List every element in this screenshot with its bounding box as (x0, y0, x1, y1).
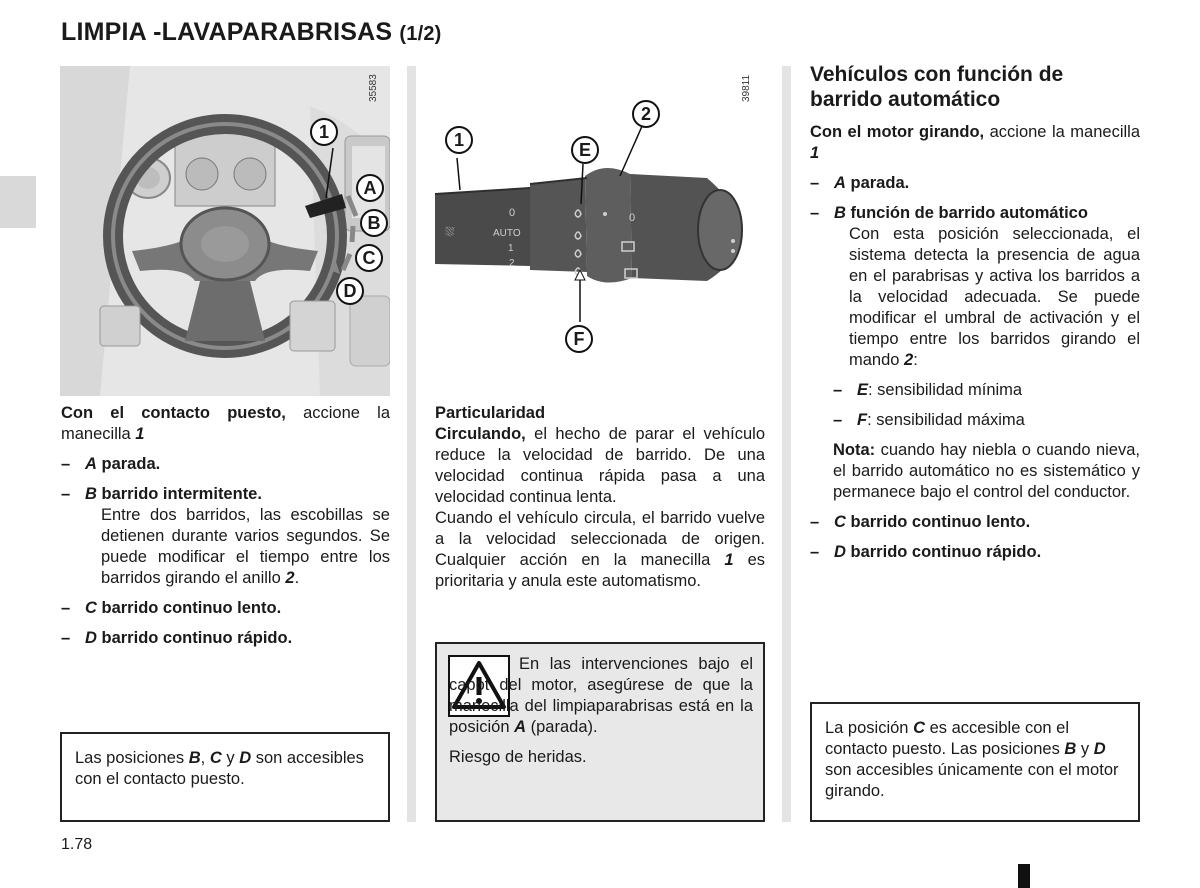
col3-heading: Vehículos con función de barrido automático (810, 63, 1064, 111)
wiper-lever-illustration (435, 66, 765, 366)
lever-label-0a: 0 (509, 207, 516, 219)
figure-steering-wheel (60, 66, 390, 396)
col1-intro-bold: Con el contacto puesto, (61, 404, 286, 422)
callout-c: C (355, 244, 383, 272)
page-number: 1.78 (61, 836, 93, 853)
col3-sub-f: – F: sensibilidad máxima (833, 411, 1025, 429)
col1-item-b-detail: Entre dos barridos, las escobillas se detienen durante varios segundos. Se puede modificar el tiempo entre los barridos girando el anillo 2. (101, 506, 390, 587)
col2-paragraph-1: Circulando, el hecho de parar el vehículo reduce la velocidad de barrido. De una velocidad continua rápida pasa a una velocidad continua lenta. (435, 425, 765, 506)
column-separator-1 (407, 66, 416, 822)
section-tab (0, 176, 36, 228)
col3-intro: Con el motor girando, accione la manecilla 1 (810, 123, 1140, 162)
col1-item-a: – A parada. (61, 455, 161, 473)
callout-b: B (360, 209, 388, 237)
col3-sub-e: – E: sensibilidad mínima (833, 381, 1023, 399)
page-title (61, 18, 442, 47)
col3-item-d: – D barrido continuo rápido. (810, 543, 1042, 561)
column-separator-2 (782, 66, 791, 822)
col2-heading: Particularidad (435, 404, 546, 422)
steering-wheel-illustration (60, 66, 390, 396)
figure-code: 35583 (368, 74, 379, 102)
col1-intro-rest: accione la manecilla (61, 404, 390, 443)
lever-label-1: 1 (508, 243, 514, 254)
warning-risk: Riesgo de heridas. (449, 748, 587, 766)
lever-label-auto: AUTO (493, 228, 521, 239)
col1-item-b: – B barrido intermitente. (61, 485, 262, 503)
col1-intro (61, 403, 390, 445)
col3-nota: Nota: cuando hay niebla o cuando nieva, el barrido automático no es sistemático y permanece bajo el control del conductor. (833, 441, 1140, 501)
page-title-part: (1/2) (399, 23, 442, 45)
figure-wiper-lever (435, 66, 765, 366)
col3-item-c: – C barrido continuo lento. (810, 513, 1031, 531)
lever-wiper-icon: ⛆ (445, 225, 455, 239)
lever-label-0b: 0 (629, 212, 636, 224)
page-edge-marker (1018, 864, 1030, 888)
callout-d: D (336, 277, 364, 305)
callout-f: F (565, 325, 593, 353)
col3-note-box: La posición C es accesible con el contacto puesto. Las posiciones B y D son accesibles únicamente con el motor girando. (810, 702, 1140, 822)
column-2-text (435, 403, 765, 601)
col1-note-box: Las posiciones B, C y D son accesibles con el contacto puesto. (60, 732, 390, 822)
column-1-text (61, 403, 390, 658)
callout-1: 1 (445, 126, 473, 154)
warning-text: En las intervenciones bajo el capot del motor, asegúrese de que la manecilla del limpiaparabrisas está en la posición A (parada). Riesgo de heridas. (449, 655, 753, 766)
callout-1: 1 (310, 118, 338, 146)
col1-item-c: – C barrido continuo lento. (61, 599, 282, 617)
warning-box (435, 642, 765, 822)
col3-item-b-detail: Con esta posición seleccionada, el sistema detecta la presencia de agua en el parabrisas y activa los barridos a la velocidad adecuada. Se puede modificar el umbral de activación y el tiempo entre los barridos girando el mando 2: (849, 225, 1140, 369)
callout-2: 2 (632, 100, 660, 128)
callout-a: A (356, 174, 384, 202)
col3-item-b: – B función de barrido automático (810, 204, 1088, 222)
col2-paragraph-2: Cuando el vehículo circula, el barrido vuelve a la velocidad seleccionada de origen. Cualquier acción en la manecilla 1 es prioritaria y anula este automatismo. (435, 509, 766, 590)
lever-label-2: 2 (509, 258, 515, 269)
col1-intro-ref: 1 (135, 425, 145, 443)
column-3-text (810, 122, 1140, 572)
col3-item-a: – A parada. (810, 174, 910, 192)
page-title-main: LIMPIA -LAVAPARABRISAS (61, 18, 393, 46)
col1-item-d: – D barrido continuo rápido. (61, 629, 293, 647)
callout-e: E (571, 136, 599, 164)
figure-code: 39811 (741, 74, 752, 102)
